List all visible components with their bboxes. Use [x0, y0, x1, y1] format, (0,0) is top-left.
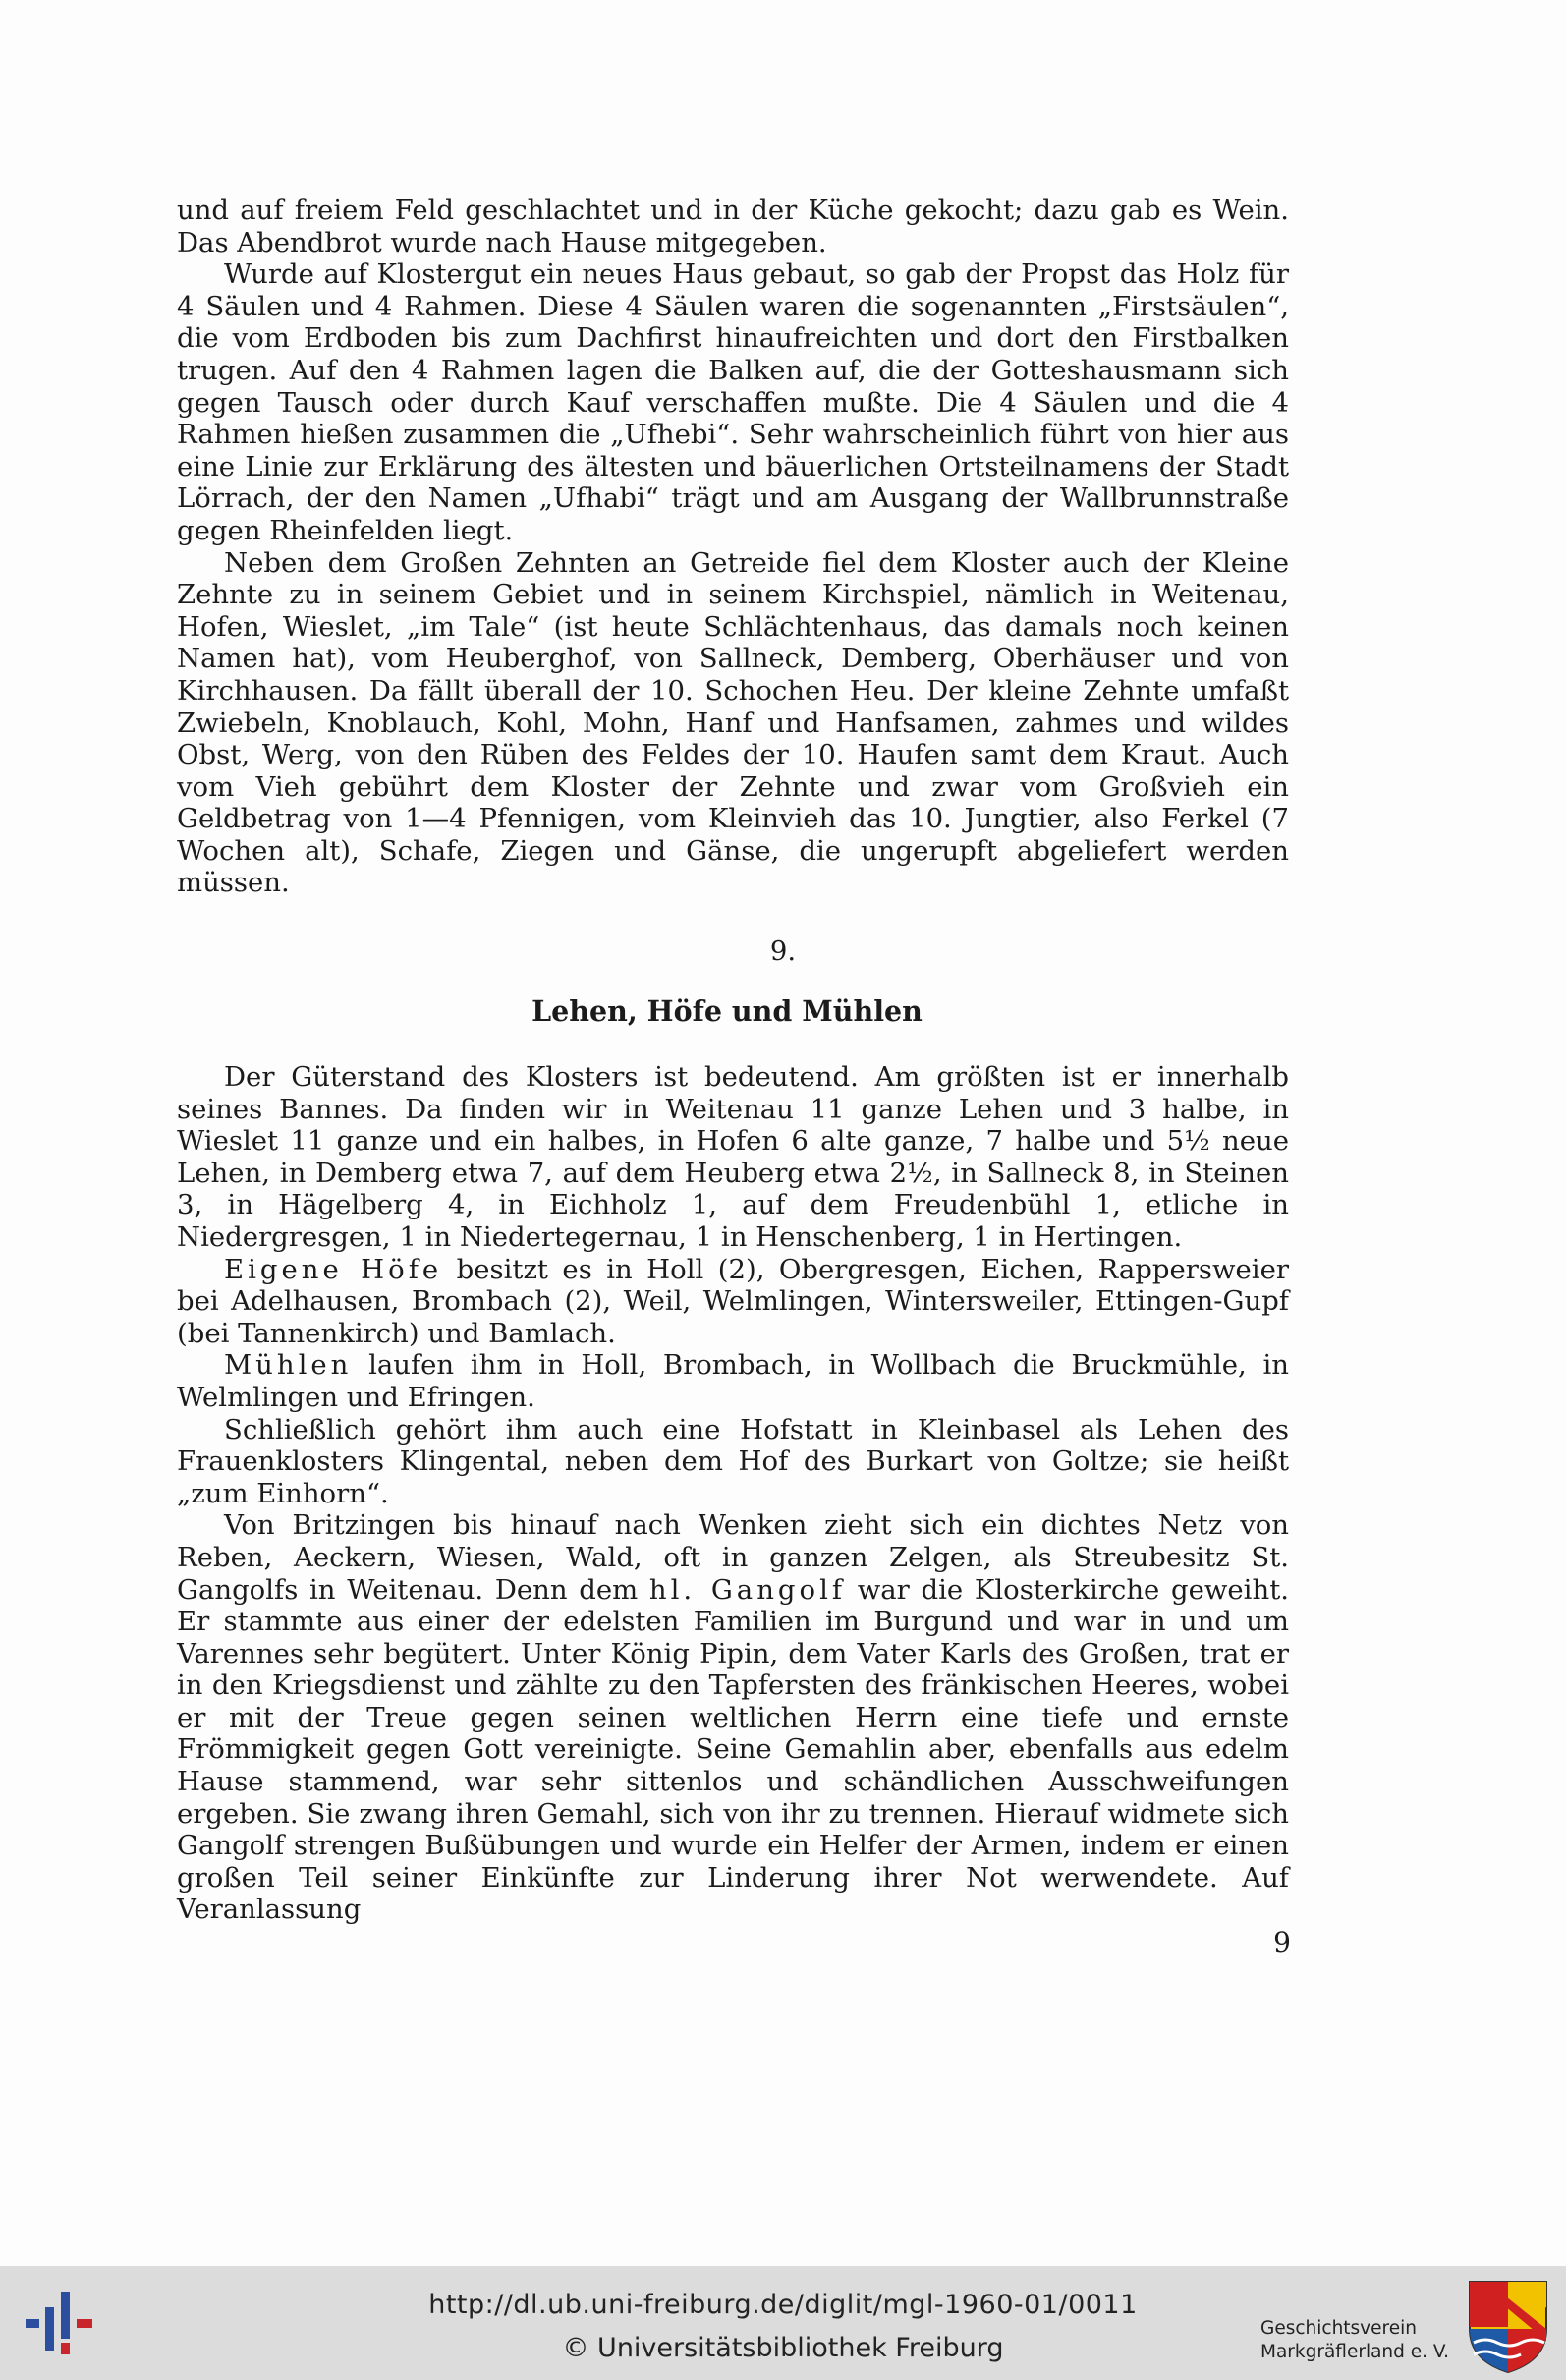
society-name	[1260, 2317, 1457, 2364]
paragraph: Wurde auf Klostergut ein neues Haus gebaut, so gab der Propst das Holz für 4 Säulen und 4 Rahmen. Diese 4 Säulen waren die sogenannten „Firstsäulen“, die vom Erdboden bis zum Dachfirst hinaufreichten und dort den Firstbalken trugen. Auf den 4 Rahmen lagen die Balken auf, die der Gotteshausmann sich gegen Tausch oder durch Kauf verschaffen mußte. Die 4 Säulen und die 4 Rahmen hießen zusammen die „Ufhebi“. Sehr wahrscheinlich führt von hier aus eine Linie zur Erklärung des ältesten und bäuerlichen Ortsteilnamens der Stadt Lörrach, der den Namen „Ufhabi“ trägt und am Ausgang der Wallbrunnstraße gegen Rheinfelden liegt.	[177, 258, 1289, 546]
copyright-text: © Universitätsbibliothek Freiburg	[562, 2333, 1004, 2363]
paragraph: Der Güterstand des Klosters ist bedeutend. Am größten ist er innerhalb seines Bannes. Da finden wir in Weitenau 11 ganze Lehen und 3 halbe, in Wieslet 11 ganze und ein halbes, in Hofen 6 alte ganze, 7 halbe und 5½ neue Lehen, in Demberg etwa 7, auf dem Heuberg etwa 2½, in Sallneck 8, in Steinen 3, in Hägelberg 4, in Eichholz 1, auf dem Freudenbühl 1, etliche in Niedergresgen, 1 in Niedertegernau, 1 in Henschenberg, 1 in Hertingen.	[177, 1061, 1289, 1253]
text-block-before	[177, 195, 1289, 899]
coat-of-arms-icon	[1466, 2278, 1550, 2374]
section-heading: Lehen, Höfe und Mühlen	[531, 994, 923, 1028]
footer-bar	[0, 2266, 1566, 2380]
paragraph-text: Von Britzingen bis hinauf nach Wenken zieht sich ein dichtes Netz von Reben, Aeckern, Wiesen, Wald, oft in ganzen Zelgen, als Streubesitz St. Gangolfs in Weitenau. Denn dem	[177, 1509, 1289, 1606]
paragraph: Schließlich gehört ihm auch eine Hofstatt in Kleinbasel als Lehen des Frauenklosters Klingental, neben dem Hof des Burkart von Goltze; sie heißt „zum Einhorn“.	[177, 1413, 1289, 1509]
paragraph-text: besitzt es in Holl (2), Obergresgen, Eichen, Rappersweier bei Adelhausen, Brombach (2), Weil, Welmlingen, Wintersweiler, Ettingen-Gupf (bei Tannenkirch) und Bamlach.	[177, 1253, 1289, 1349]
paragraph-text: war die Klosterkirche geweiht. Er stammte aus einer der edelsten Familien im Burgund und war in und um Varennes sehr begütert. Unter König Pipin, dem Vater Karls des Großen, trat er in den Kriegsdienst und zählte zu den Tapfersten des fränkischen Heeres, wobei er mit der Treue gegen seinen weltlichen Herrn eine tiefe und ernste Frömmigkeit gegen Gott vereinigte. Seine Gemahlin aber, ebenfalls aus edelm Hause stammend, war sehr sittenlos und schändlichen Ausschweifungen ergeben. Sie zwang ihren Gemahl, sich von ihr zu trennen. Hierauf widmete sich Gangolf strengen Bußübungen und wurde ein Helfer der Armen, indem er einen großen Teil seiner Einkünfte zur Linderung ihrer Not werwendete. Auf Veranlassung	[177, 1573, 1289, 1926]
text-block-after	[177, 1061, 1289, 1926]
spaced-term: Mühlen	[224, 1349, 353, 1382]
society-line: Markgräflerland e. V.	[1260, 2342, 1450, 2362]
paragraph	[177, 1349, 1289, 1413]
paragraph	[177, 1254, 1289, 1350]
paragraph: und auf freiem Feld geschlachtet und in der Küche gekocht; dazu gab es Wein. Das Abendbrot wurde nach Hause mitgegeben.	[177, 195, 1289, 258]
spaced-term: hl. Gangolf	[648, 1573, 847, 1606]
section-number: 9.	[769, 935, 797, 967]
page-number: 9	[1273, 1926, 1291, 1958]
paragraph-text: laufen ihm in Holl, Brombach, in Wollbach die Bruckmühle, in Welmlingen und Efringen.	[177, 1349, 1289, 1413]
paragraph: Neben dem Großen Zehnten an Getreide fiel dem Kloster auch der Kleine Zehnte zu in seinem Gebiet und in seinem Kirchspiel, nämlich in Weitenau, Hofen, Wieslet, „im Tale“ (ist heute Schlächtenhaus, das damals noch keinen Namen hat), vom Heuberghof, von Sallneck, Demberg, Oberhäuser und von Kirchhausen. Da fällt überall der 10. Schochen Heu. Der kleine Zehnte umfaßt Zwiebeln, Knoblauch, Kohl, Mohn, Hanf und Hanfsamen, zahmes und wildes Obst, Werg, von den Rüben des Feldes der 10. Haufen samt dem Kraut. Auch vom Vieh gebührt dem Kloster der Zehnte und zwar vom Großvieh ein Geldbetrag von 1—4 Pfennigen, vom Kleinvieh das 10. Jungtier, also Ferkel (7 Wochen alt), Schafe, Ziegen und Gänse, die ungerupft abgeliefert werden müssen.	[177, 546, 1289, 899]
document-url-link[interactable]: http://dl.ub.uni-freiburg.de/diglit/mgl-1960-01/0011	[428, 2290, 1138, 2320]
paragraph	[177, 1509, 1289, 1926]
spaced-term: Eigene Höfe	[224, 1253, 443, 1285]
society-line: Geschichtsverein	[1260, 2318, 1417, 2339]
